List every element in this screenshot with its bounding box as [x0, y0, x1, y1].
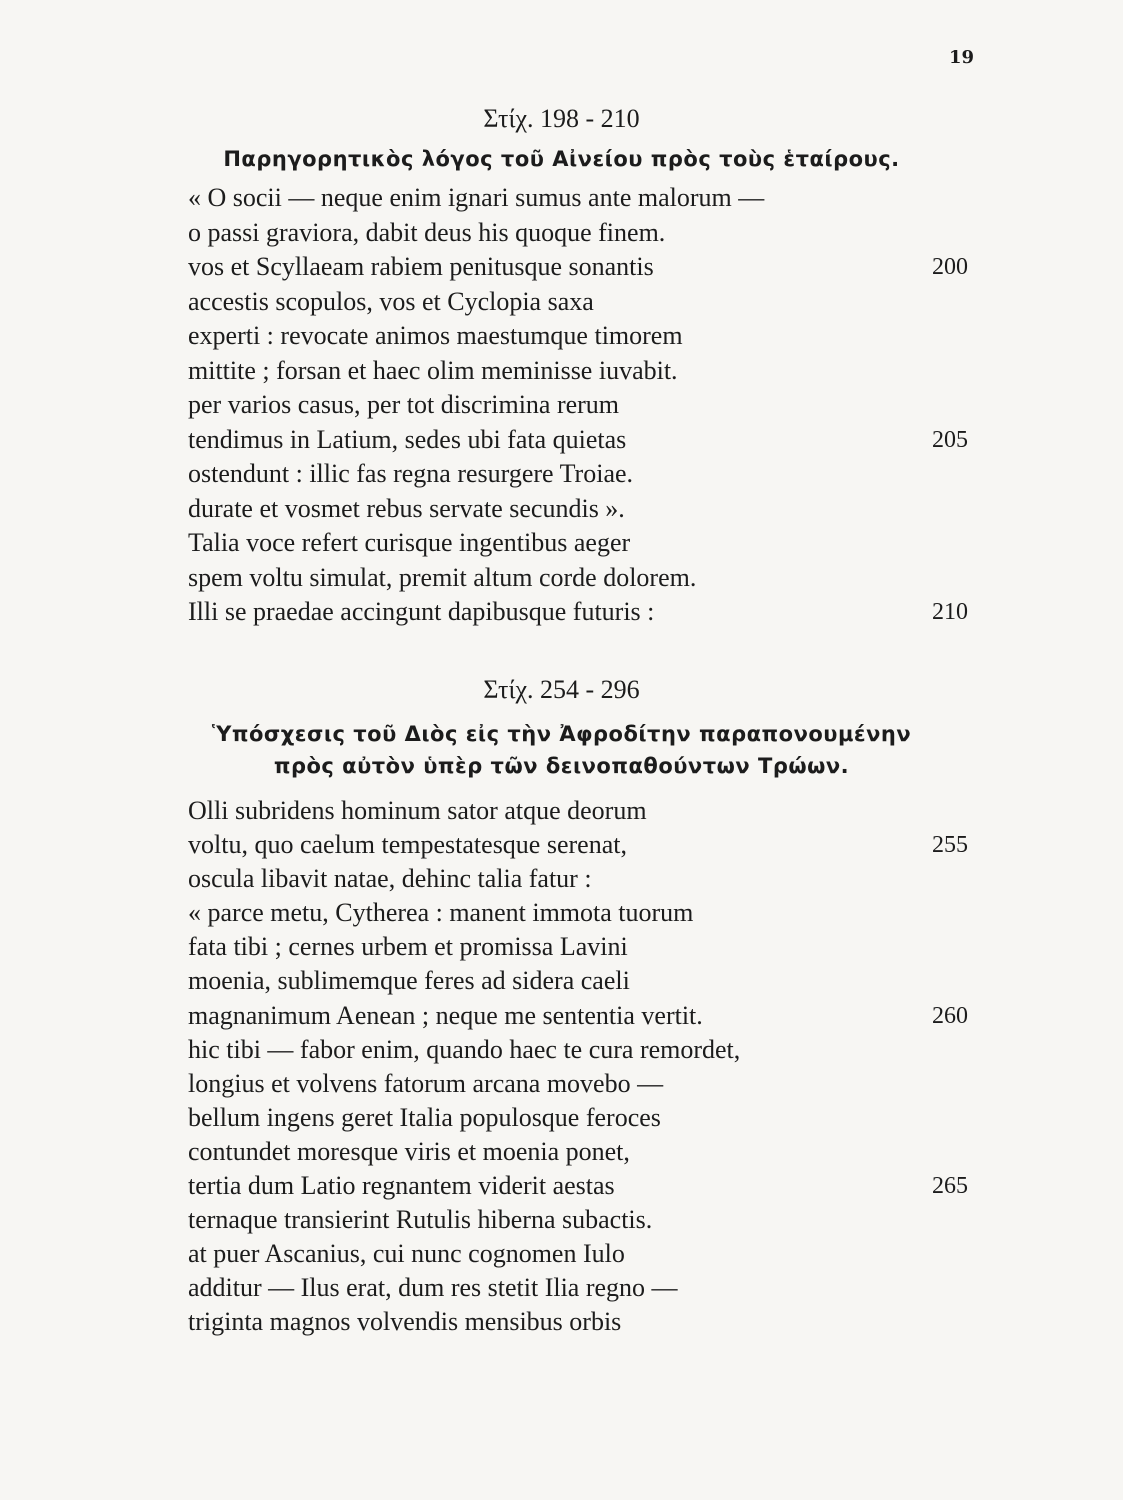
verse-line: contundet moresque viris et moenia ponet, — [188, 1136, 630, 1166]
line-number: 260 — [932, 1002, 968, 1029]
verse-line: accestis scopulos, vos et Cyclopia saxa — [188, 286, 594, 316]
verse-line: additur — Ilus erat, dum res stetit Ilia regno — — [188, 1273, 678, 1303]
section-2 — [0, 674, 1123, 1340]
verse-line: Talia voce refert curisque ingentibus aeger — [188, 528, 631, 557]
verse-line: bellum ingens geret Italia populosque feroces — [188, 1102, 661, 1132]
verse-line: spem voltu simulat, premit altum corde dolorem. — [188, 562, 697, 592]
verse-block — [0, 181, 1123, 630]
verse-line: « parce metu, Cytherea : manent immota tuorum — [188, 898, 694, 928]
verse-line: vos et Scyllaeam rabiem penitusque sonantis 200 — [0, 250, 1123, 285]
verse-line: mittite ; forsan et haec olim meminisse iuvabit. — [188, 355, 678, 385]
section-verse-range: Στίχ. 198 - 210 — [483, 104, 640, 133]
verse-line: fata tibi ; cernes urbem et promissa Lavini — [188, 932, 628, 962]
verse-line: tertia dum Latio regnantem viderit aestas 265 — [0, 1169, 1123, 1203]
verse-line: longius et volvens fatorum arcana movebo — — [188, 1068, 664, 1098]
line-number: 200 — [932, 254, 968, 280]
page-number: 19 — [949, 47, 975, 68]
line-number: 205 — [932, 426, 968, 453]
verse-line: ostendunt : illic fas regna resurgere Troiae. — [188, 459, 634, 488]
verse-line: o passi graviora, dabit deus his quoque finem. — [188, 217, 666, 247]
verse-line: durate et vosmet rebus servate secundis ». — [188, 493, 625, 523]
section-title: Παρηγορητικὸς λόγος τοῦ Αἰνείου πρὸς τοὺς ἑταίρους. — [223, 147, 900, 171]
section-verse-range: Στίχ. 254 - 296 — [483, 675, 640, 704]
verse-line: voltu, quo caelum tempestatesque serenat, 255 — [0, 828, 1123, 862]
verse-line: moenia, sublimemque feres ad sidera caeli — [188, 966, 630, 996]
verse-line: hic tibi — fabor enim, quando haec te cura remordet, — [188, 1034, 741, 1064]
verse-line: triginta magnos volvendis mensibus orbis — [188, 1307, 622, 1337]
verse-line: per varios casus, per tot discrimina rerum — [188, 390, 620, 419]
verse-line: magnanimum Aenean ; neque me sententia vertit. 260 — [0, 999, 1123, 1033]
verse-line: Olli subridens hominum sator atque deorum — [188, 796, 647, 825]
line-number: 210 — [932, 599, 968, 625]
verse-line: experti : revocate animos maestumque timorem — [188, 321, 683, 350]
verse-block — [0, 794, 1123, 1340]
section-1 — [0, 103, 1123, 630]
verse-line: « O socii — neque enim ignari sumus ante malorum — — [188, 183, 765, 212]
line-number: 255 — [932, 832, 968, 859]
verse-line: tendimus in Latium, sedes ubi fata quietas 205 — [0, 423, 1123, 458]
line-number: 265 — [932, 1173, 968, 1200]
verse-line: at puer Ascanius, cui nunc cognomen Iulo — [188, 1239, 625, 1269]
verse-line: oscula libavit natae, dehinc talia fatur : — [188, 864, 592, 894]
section-title: πρὸς αὐτὸν ὑπὲρ τῶν δεινοπαθούντων Τρώων. — [273, 754, 850, 778]
section-title: Ὑπόσχεσις τοῦ Διὸς εἰς τὴν Ἀφροδίτην παραπονουμένην — [211, 722, 912, 746]
verse-line: ternaque transierint Rutulis hiberna subactis. — [188, 1205, 653, 1235]
verse-line: Illi se praedae accingunt dapibusque futuris : 210 — [0, 595, 1123, 630]
